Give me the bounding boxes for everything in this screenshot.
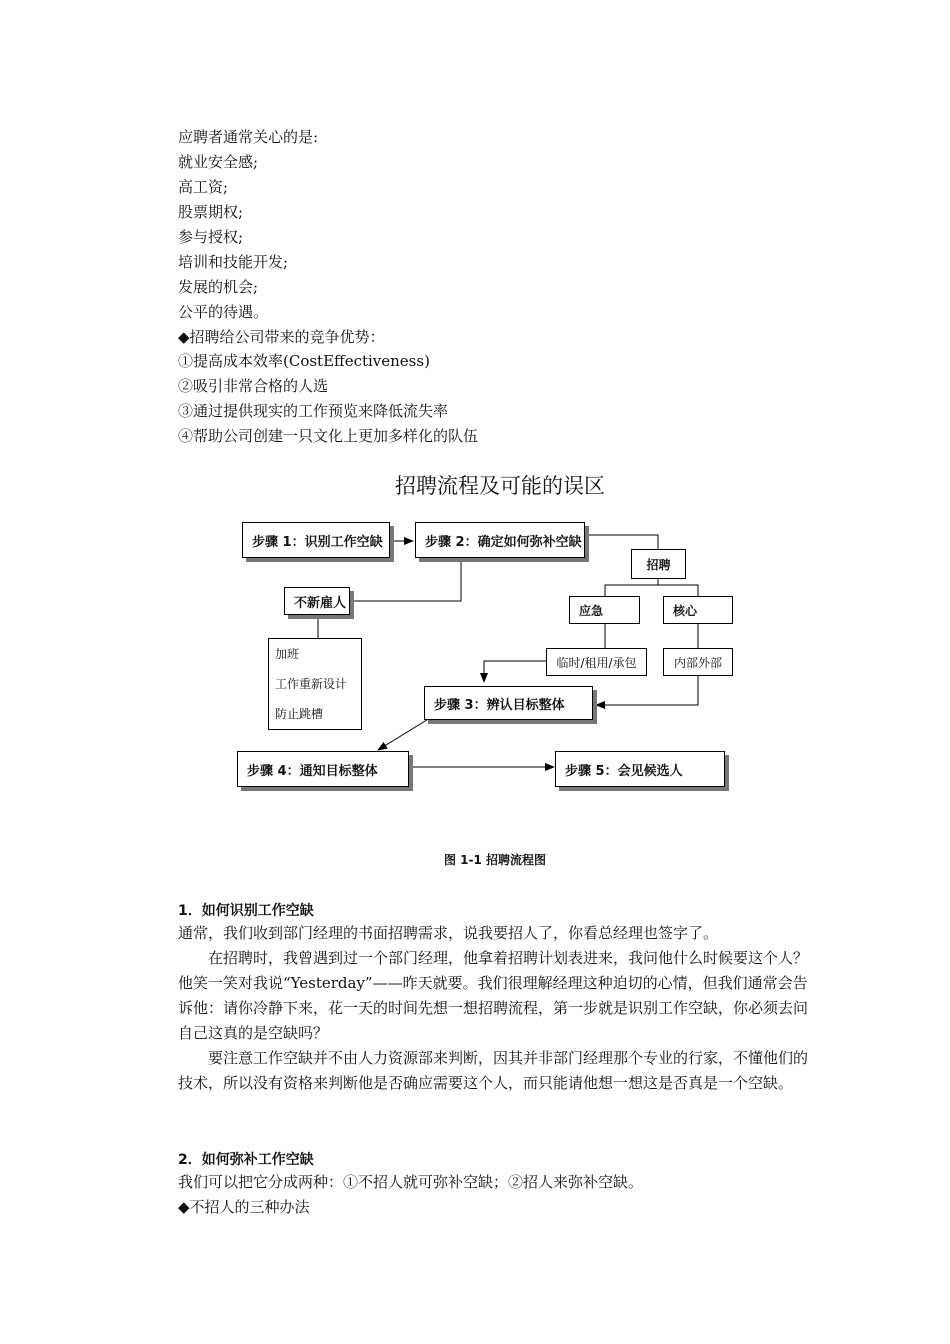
- step3-box: 步骤 3：辨认目标整体: [424, 686, 593, 720]
- paragraph-text: 在招聘时，我曾遇到过一个部门经理，他拿着招聘计划表进来，我问他什么时候要这个人？他笑一笑对我说“Yesterday”——昨天就要。我们很理解经理这种迫切的心情，但我们通常会告诉他：请你冷静下来，花一天的时间先想一想招聘流程，第一步就是识别工作空缺，你必须去问自己这真的是空缺吗？: [178, 949, 809, 1042]
- arrow-temp-step3: [484, 661, 546, 682]
- no-hire-option: 加班: [275, 647, 300, 661]
- intro-line: ①提高成本效率(CostEffectiveness): [178, 352, 430, 370]
- paragraph-text: 要注意工作空缺并不由人力资源部来判断，因其并非部门经理那个专业的行家，不懂他们的技术，所以没有资格来判断他是否确应需要这个人，而只能请他想一想这是否真是一个空缺。: [178, 1049, 809, 1092]
- section2-line: 我们可以把它分成两种：①不招人就可弥补空缺；②招人来弥补空缺。: [178, 1173, 644, 1191]
- intro-line: ④帮助公司创建一只文化上更加多样化的队伍: [178, 427, 479, 445]
- temp-box: 临时/租用/承包: [546, 648, 647, 676]
- intro-line: 就业安全感;: [178, 153, 259, 171]
- intro-line: 股票期权;: [178, 203, 244, 221]
- line-recruit-core: [658, 585, 698, 596]
- step1-box: 步骤 1：识别工作空缺: [242, 522, 390, 558]
- recruit-box: 招聘: [631, 549, 686, 579]
- intro-line: 应聘者通常关心的是:: [178, 128, 319, 146]
- no-hire-option: 工作重新设计: [275, 677, 348, 691]
- step5-box: 步骤 5：会见候选人: [555, 751, 725, 787]
- no-hire-option: 防止跳槽: [275, 707, 324, 721]
- no-hire-options: [268, 638, 362, 730]
- section2-heading: 2．如何弥补工作空缺: [178, 1152, 314, 1168]
- arrow-step3-step4: [378, 718, 430, 750]
- step2-box: 步骤 2：确定如何弥补空缺: [415, 522, 585, 558]
- intro-line: 发展的机会;: [178, 278, 259, 296]
- no-hire-box: 不新雇人: [284, 587, 350, 615]
- intro-line: 参与授权;: [178, 228, 244, 246]
- intro-line: 培训和技能开发;: [178, 253, 289, 271]
- intro-line: ③通过提供现实的工作预览来降低流失率: [178, 402, 449, 420]
- section1-paragraph: [178, 921, 812, 1096]
- intro-line: 公平的待遇。: [178, 303, 269, 321]
- paragraph-text: 通常，我们收到部门经理的书面招聘需求，说我要招人了，你看总经理也签字了。: [178, 924, 719, 942]
- core-box: 核心: [663, 596, 733, 624]
- intro-line: ◆招聘给公司带来的竞争优势：: [178, 328, 385, 346]
- section1-heading: 1．如何识别工作空缺: [178, 903, 314, 919]
- figure-caption: 图 1-1 招聘流程图: [443, 853, 547, 867]
- line-recruit-emergency: [605, 579, 658, 596]
- emergency-box: 应急: [569, 596, 640, 624]
- line-step2-recruit: [585, 535, 658, 549]
- step4-box: 步骤 4：通知目标整体: [237, 751, 409, 787]
- section2-line: ◆不招人的三种办法: [178, 1198, 310, 1216]
- intro-line: ②吸引非常合格的人选: [178, 377, 329, 395]
- arrow-internal-step3: [596, 676, 698, 705]
- line-step2-nohire: [350, 558, 461, 601]
- intro-line: 高工资;: [178, 178, 229, 196]
- diagram-title: 招聘流程及可能的误区: [395, 474, 605, 498]
- internal-external-box: 内部外部: [663, 648, 733, 676]
